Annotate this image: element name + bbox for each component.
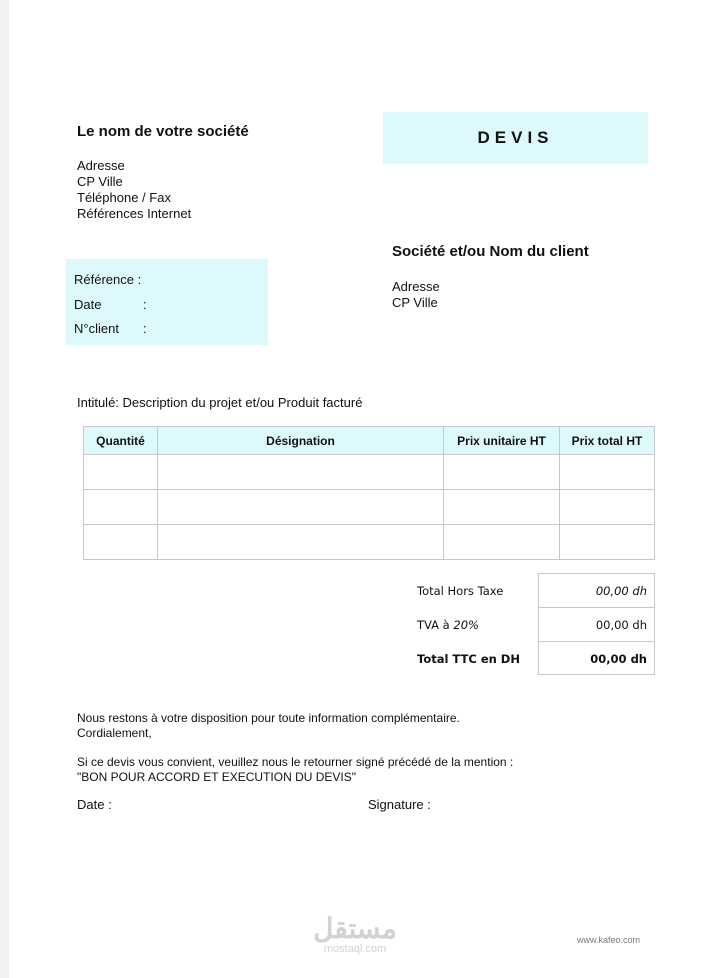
date-label: Date (74, 297, 102, 312)
table-row (84, 455, 655, 490)
company-web: Références Internet (77, 206, 192, 221)
tva-rate: 20% (453, 618, 479, 632)
client-address: Adresse (392, 279, 440, 294)
project-title: Intitulé: Description du projet et/ou Produit facturé (77, 395, 363, 410)
tva-label-prefix: TVA à (417, 618, 454, 632)
table-cell (84, 525, 158, 560)
watermark-logo: مستقل (313, 913, 397, 944)
company-phone: Téléphone / Fax (77, 190, 171, 205)
total-ht-value: 00,00 dh (595, 584, 647, 598)
tva-value (596, 618, 647, 632)
company-details (77, 158, 191, 222)
tva-row (404, 607, 655, 641)
date-row (0, 297, 300, 313)
watermark (305, 915, 405, 955)
closing-greeting: Cordialement, (77, 726, 152, 740)
table-cell (444, 490, 560, 525)
client-number-row (0, 321, 300, 337)
client-number-label: N°client (74, 321, 119, 336)
approval-mention: "BON POUR ACCORD ET EXECUTION DU DEVIS" (77, 770, 357, 784)
header-designation: Désignation (158, 427, 444, 455)
company-city: CP Ville (77, 174, 123, 189)
table-cell (560, 490, 655, 525)
table-cell (158, 455, 444, 490)
total-ttc-value: 00,00 dh (590, 652, 647, 666)
table-cell (444, 455, 560, 490)
client-name: Société et/ou Nom du client (392, 243, 589, 260)
page-edge (0, 0, 9, 978)
table-cell (158, 490, 444, 525)
table-row (84, 490, 655, 525)
client-number-colon: : (143, 321, 147, 336)
approval-instruction: Si ce devis vous convient, veuillez nous le retourner signé précédé de la mention : (77, 755, 514, 769)
client-details (392, 279, 440, 311)
table-cell (158, 525, 444, 560)
tva-label (417, 618, 479, 632)
site-footer-text: www.kafeo.com (577, 935, 641, 945)
client-city: CP Ville (392, 295, 438, 310)
reference-row (0, 272, 300, 288)
tva-value-text: 00,00 dh (595, 618, 647, 632)
table-cell (560, 455, 655, 490)
table-cell (444, 525, 560, 560)
totals-rule (538, 674, 655, 675)
items-table (83, 426, 655, 560)
table-cell (84, 455, 158, 490)
date-colon: : (143, 297, 147, 312)
watermark-text: mostaql.com (323, 943, 387, 955)
table-row (84, 525, 655, 560)
company-address: Adresse (77, 158, 125, 173)
signature-label: Signature : (368, 797, 431, 812)
table-header-row (84, 427, 655, 455)
reference-label: Référence : (74, 272, 142, 287)
total-ttc-row (404, 641, 655, 675)
totals-block (404, 573, 655, 675)
company-name: Le nom de votre société (77, 123, 249, 140)
header-quantity: Quantité (84, 427, 158, 455)
total-ht-label: Total Hors Taxe (417, 584, 504, 598)
header-unit-price: Prix unitaire HT (444, 427, 560, 455)
closing-message: Nous restons à votre disposition pour toute information complémentaire. (77, 711, 460, 725)
total-ht-row (404, 573, 655, 607)
signature-date-label: Date : (77, 797, 112, 812)
header-total-price: Prix total HT (560, 427, 655, 455)
table-cell (560, 525, 655, 560)
document-title: DEVIS (477, 128, 554, 147)
table-cell (84, 490, 158, 525)
total-ttc-label: Total TTC en DH (417, 652, 520, 666)
